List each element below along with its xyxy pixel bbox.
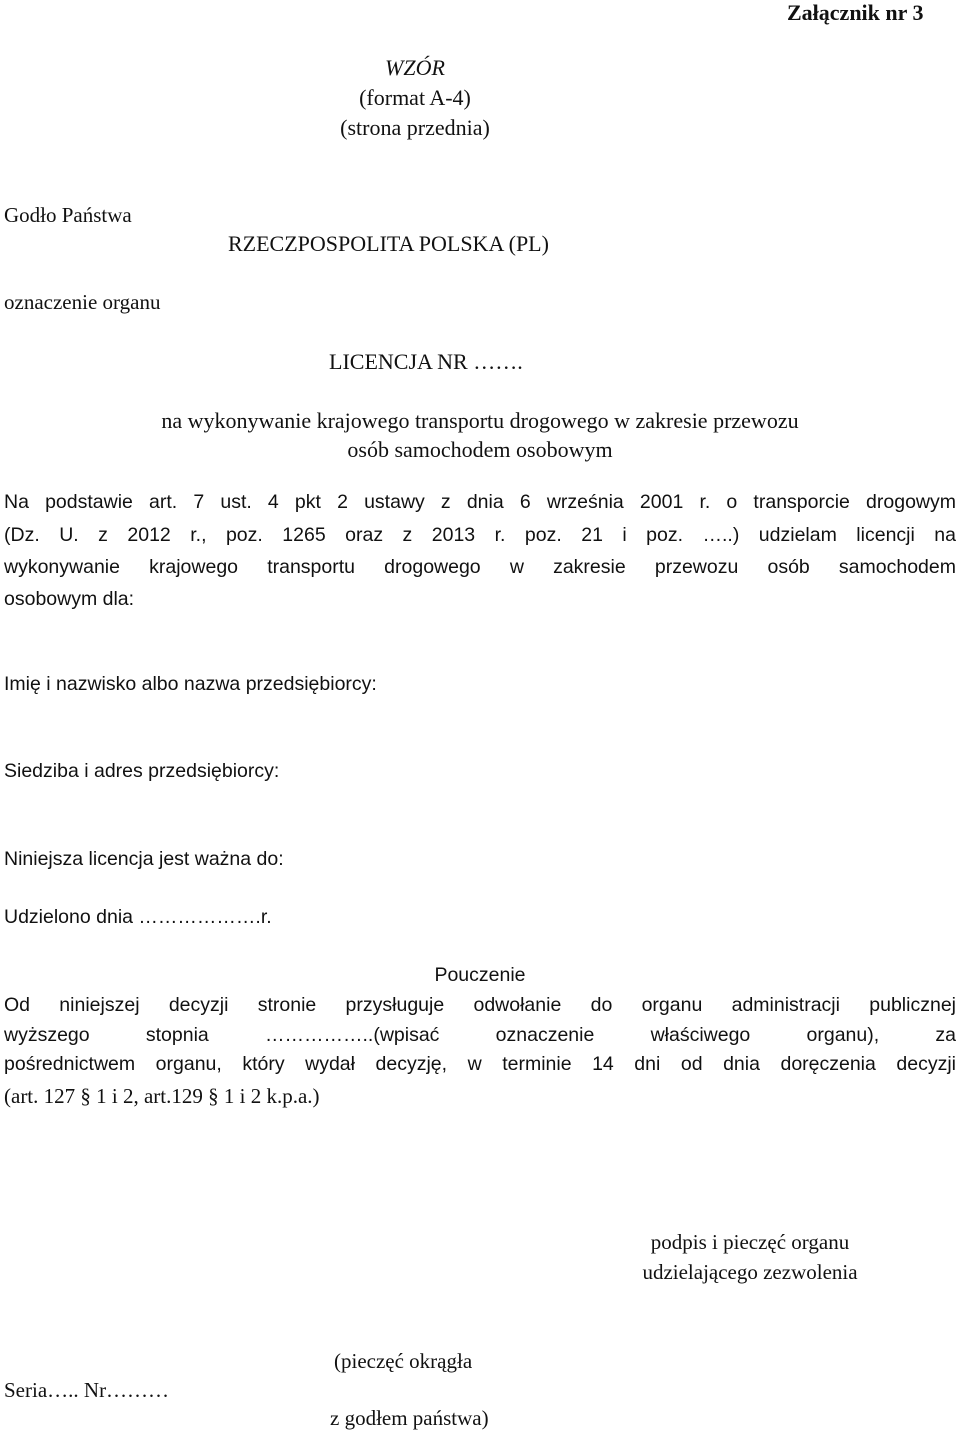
holder-address-field: Siedziba i adres przedsiębiorcy: (4, 760, 280, 782)
emblem-label: Godło Państwa (4, 203, 132, 227)
signature-line2: udzielającego zezwolenia (642, 1260, 858, 1284)
valid-until-field: Niniejsza licencja jest ważna do: (4, 848, 284, 870)
side-label: (strona przednia) (340, 115, 490, 140)
holder-name-field: Imię i nazwisko albo nazwa przedsiębiorcy: (4, 673, 377, 695)
issued-on-field: Udzielono dnia ……………….r. (4, 906, 272, 928)
legal-basis-line3: wykonywanie krajowego transportu drogowego w zakresie przewozu osób samochodem (4, 556, 956, 578)
format-label: (format A-4) (359, 85, 471, 110)
country-name: RZECZPOSPOLITA POLSKA (PL) (228, 231, 549, 256)
instruction-line4: (art. 127 § 1 i 2, art.129 § 1 i 2 k.p.a.) (4, 1084, 320, 1108)
template-label: WZÓR (385, 55, 445, 80)
legal-basis-line1: Na podstawie art. 7 ust. 4 pkt 2 ustawy z dnia 6 września 2001 r. o transporcie drogowym (4, 491, 956, 513)
license-subtitle-line1: na wykonywanie krajowego transportu drogowego w zakresie przewozu (161, 408, 799, 433)
attachment-label: Załącznik nr 3 (787, 0, 924, 25)
license-subtitle-line2: osób samochodem osobowym (347, 437, 613, 462)
stamp-line2: z godłem państwa) (330, 1406, 489, 1430)
instruction-heading: Pouczenie (434, 964, 526, 986)
instruction-line3: pośrednictwem organu, który wydał decyzję, w terminie 14 dni od dnia doręczenia decyzji (4, 1053, 956, 1075)
stamp-line1: (pieczęć okrągła (334, 1349, 473, 1373)
series-number: Seria….. Nr……… (4, 1378, 170, 1402)
instruction-line2: wyższego stopnia ……………..(wpisać oznaczenie właściwego organu), za (4, 1024, 956, 1046)
legal-basis-line2: (Dz. U. z 2012 r., poz. 1265 oraz z 2013 r. poz. 21 i poz. …..) udzielam licencji na (4, 524, 956, 546)
instruction-line1: Od niniejszej decyzji stronie przysługuje odwołanie do organu administracji publicznej (4, 994, 956, 1016)
signature-line1: podpis i pieczęć organu (650, 1230, 850, 1254)
legal-basis-line4: osobowym dla: (4, 588, 135, 610)
authority-label: oznaczenie organu (4, 290, 161, 314)
license-title: LICENCJA NR ……. (329, 349, 523, 374)
